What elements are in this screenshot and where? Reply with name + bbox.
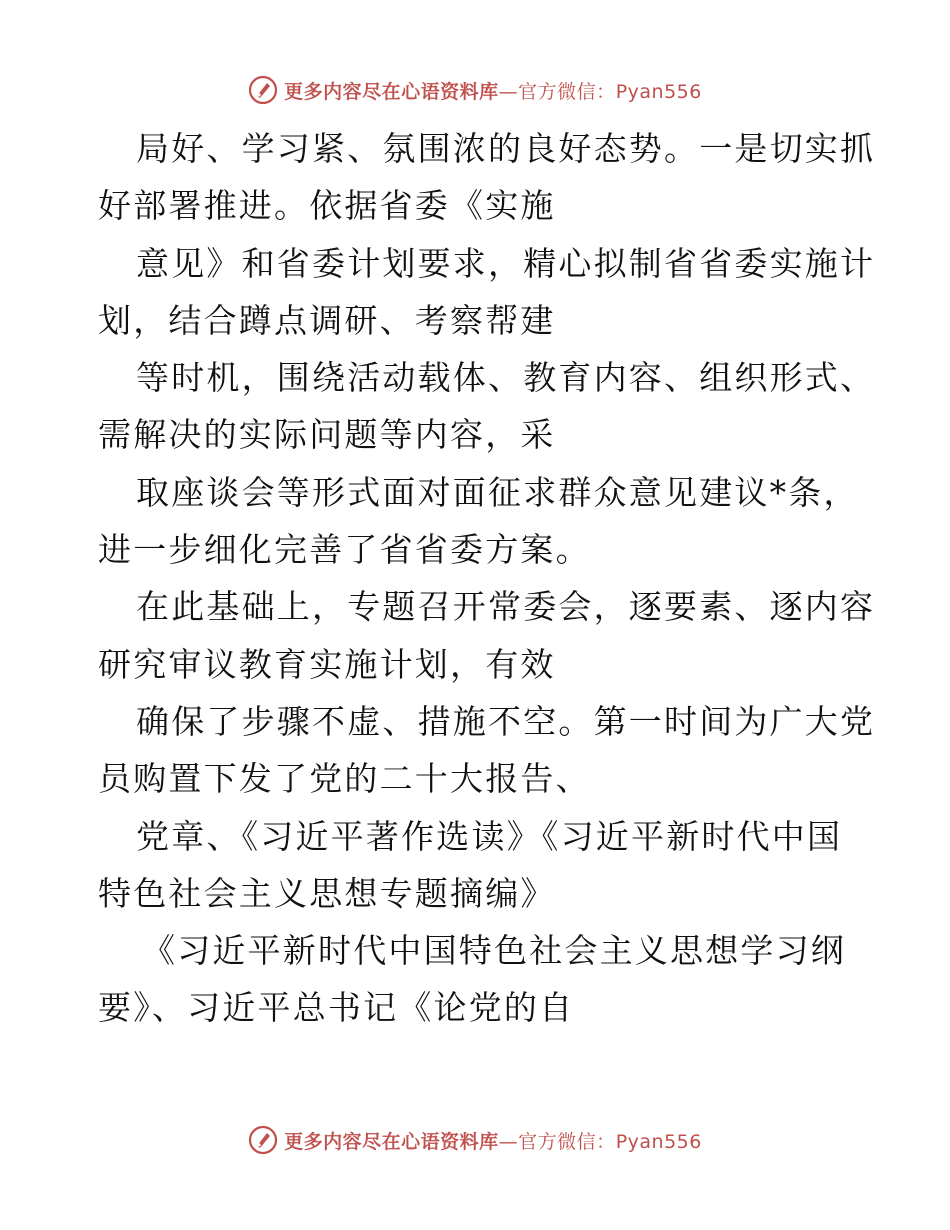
header-wechat-id: Pyan556	[615, 80, 702, 103]
header-banner-text	[284, 77, 702, 104]
body-line-4: 划，结合蹲点调研、考察帮建	[98, 300, 556, 340]
body-line-13: 党章、《习近平著作选读》《习近平新时代中国	[136, 816, 843, 856]
body-line-1: 局好、学习紧、氛围浓的良好态势。一是切实抓	[136, 129, 876, 168]
header-separator: —	[498, 80, 519, 103]
pen-nib-logo-icon	[248, 1125, 278, 1155]
body-line-15: 《习近平新时代中国特色社会主义思想学习纲	[142, 931, 846, 971]
footer-separator: —	[498, 1130, 519, 1153]
body-line-6: 需解决的实际问题等内容，采	[98, 415, 556, 455]
body-line-7: 取座谈会等形式面对面征求群众意见建议*条，	[136, 472, 859, 512]
header-banner-inner	[248, 75, 702, 105]
footer-brand: 更多内容尽在心语资料库	[284, 1130, 499, 1153]
document-body	[98, 120, 876, 1037]
body-line-2: 好部署推进。依据省委《实施	[98, 186, 556, 226]
body-line-11: 确保了步骤不虚、措施不空。第一时间为广大党	[136, 701, 876, 741]
footer-wechat-label: 官方微信：	[518, 1130, 616, 1153]
body-line-9: 在此基础上，专题召开常委会，逐要素、逐内容	[136, 587, 876, 627]
body-line-8: 进一步细化完善了省省委方案。	[98, 530, 591, 570]
body-line-3: 意见》和省委计划要求，精心拟制省省委实施计	[136, 243, 876, 283]
footer-wechat-id: Pyan556	[615, 1130, 702, 1153]
body-line-10: 研究审议教育实施计划，有效	[98, 644, 556, 684]
pen-nib-logo-icon	[248, 75, 278, 105]
header-brand: 更多内容尽在心语资料库	[284, 80, 499, 103]
footer-banner-text	[284, 1127, 702, 1154]
header-banner	[0, 70, 950, 110]
body-line-14: 特色社会主义思想专题摘编》	[98, 873, 556, 913]
footer-banner-inner	[248, 1125, 702, 1155]
body-line-12: 员购置下发了党的二十大报告、	[98, 759, 591, 799]
body-line-5: 等时机，围绕活动载体、教育内容、组织形式、	[136, 358, 876, 398]
body-line-16: 要》、习近平总书记《论党的自	[98, 988, 575, 1028]
footer-banner	[0, 1120, 950, 1160]
header-wechat-label: 官方微信：	[518, 80, 616, 103]
